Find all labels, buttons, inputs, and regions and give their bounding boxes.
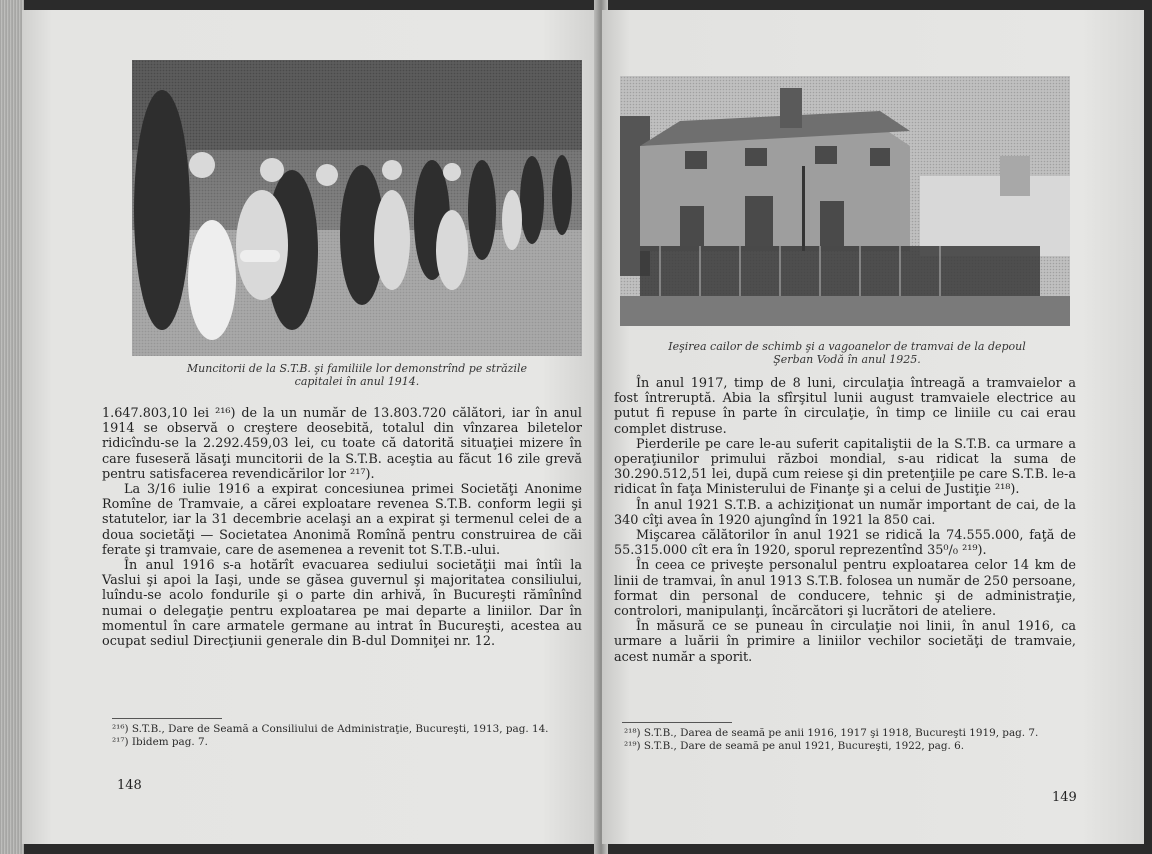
paragraph: În anul 1917, timp de 8 luni, circulaţia întreagă a tramvaielor a fost întreruptă. Abia la sfîrşitul lunii august tramvaiele electrice au putut fi repuse în parte în circulaţie, în timp ce liniile cu cai erau complet distruse. (614, 376, 1076, 437)
paragraph: La 3/16 iulie 1916 a expirat concesiunea primei Societăţi Anonime Romîne de Tramvaie, a cărei exploatare revenea S.T.B. conform legii şi statutelor, iar la 31 decembrie acelaşi an a expirat şi termenul celei de a doua societăţi — Societatea Anonimă Romînă pentru construirea de căi ferate şi tramvaie, care de asemenea a revenit tot S.T.B.-ului. (102, 482, 582, 558)
left-photo-caption (142, 362, 572, 388)
right-page (602, 10, 1144, 844)
depot-photo-image (620, 76, 1070, 326)
right-caption-line-2: Şerban Vodă în anul 1925. (773, 353, 921, 366)
footnote: ²¹⁸) S.T.B., Darea de seamă pe anii 1916, 1917 şi 1918, Bucureşti 1919, pag. 7. (624, 727, 1039, 739)
right-body-text (614, 376, 1076, 665)
footnote-rule (112, 718, 222, 719)
footnote: ²¹⁶) S.T.B., Dare de Seamă a Consiliului de Administraţie, Bucureşti, 1913, pag. 14. (112, 723, 549, 735)
page-number: 148 (117, 778, 142, 793)
footnote-rule (622, 722, 732, 723)
page-number: 149 (1052, 790, 1077, 805)
paragraph: În anul 1921 S.T.B. a achiziţionat un număr important de cai, de la 340 cîţi avea în 1920 ajungînd în 1921 la 850 cai. (614, 497, 1076, 528)
left-footnotes (102, 723, 582, 749)
left-caption-line-1: Muncitorii de la S.T.B. şi familiile lor demonstrînd pe străzile (186, 362, 528, 375)
paragraph: În anul 1916 s-a hotărît evacuarea sediului societăţii mai întîi la Vaslui şi apoi la Iaşi, unde se găsea guvernul şi majoritatea consiliului, luîndu-se acolo fondurile şi o parte din arhivă, în Bucureşti rămînînd numai o delegaţie pentru exploatarea pe mai departe a liniilor. Dar în momentul în care armatele germane au intrat în Bucureşti, acestea au ocupat sediul Direcţiunii generale din B-dul Domniţei nr. 12. (102, 558, 582, 650)
left-page (22, 10, 600, 844)
footnote: ²¹⁹) S.T.B., Dare de seamă pe anul 1921, Bucureşti, 1922, pag. 6. (624, 739, 965, 752)
paragraph: În măsură ce se puneau în circulaţie noi linii, în anul 1916, ca urmare a luării în primire a liniilor vechilor societăţi de tramvaie, acest număr a sporit. (614, 619, 1076, 665)
right-caption-line-1: Ieşirea cailor de schimb şi a vagoanelor de tramvai de la depoul (668, 340, 1026, 353)
left-caption-line-2: capitalei în anul 1914. (294, 375, 420, 388)
depot-photo (620, 76, 1070, 326)
demonstration-photo (132, 60, 582, 356)
right-footnotes (614, 727, 1076, 753)
page-edges (0, 0, 24, 854)
paragraph: Mişcarea călătorilor în anul 1921 se ridică la 74.555.000, faţă de 55.315.000 cît era în 1920, sporul reprezentînd 35⁰/₀ ²¹⁹). (614, 528, 1076, 559)
left-body-text (102, 406, 582, 649)
right-photo-caption (622, 340, 1072, 366)
paragraph: Pierderile pe care le-au suferit capitaliştii de la S.T.B. ca urmare a operaţiunilor primului război mondial, s-au ridicat la suma de 30.290.512,51 lei, după cum reiese şi din pretenţiile pe care S.T.B. le-a ridicat în faţa Ministerului de Finanţe şi a celui de Justiţie ²¹⁸). (614, 436, 1076, 498)
demonstration-photo-image (132, 60, 582, 356)
footnote: ²¹⁷) Ibidem pag. 7. (112, 735, 208, 748)
paragraph: În ceea ce priveşte personalul pentru exploatarea celor 14 km de linii de tramvai, în anul 1913 S.T.B. folosea un număr de 250 persoane, format din personal de conducere, tehnic şi de administraţie, controlori, manipulanţi, încărcători şi lucrători de ateliere. (614, 558, 1076, 620)
paragraph: 1.647.803,10 lei ²¹⁶) de la un număr de 13.803.720 călători, iar în anul 1914 se observă o creştere deosebită, totalul din vînzarea biletelor ridicîndu-se la 2.292.459,03 lei, cu toate că datorită situaţiei mizere în care fuseseră lăsaţi muncitorii de la S.T.B. aceştia au făcut 16 zile grevă pentru satisfacerea revendicărilor lor ²¹⁷). (102, 406, 582, 482)
